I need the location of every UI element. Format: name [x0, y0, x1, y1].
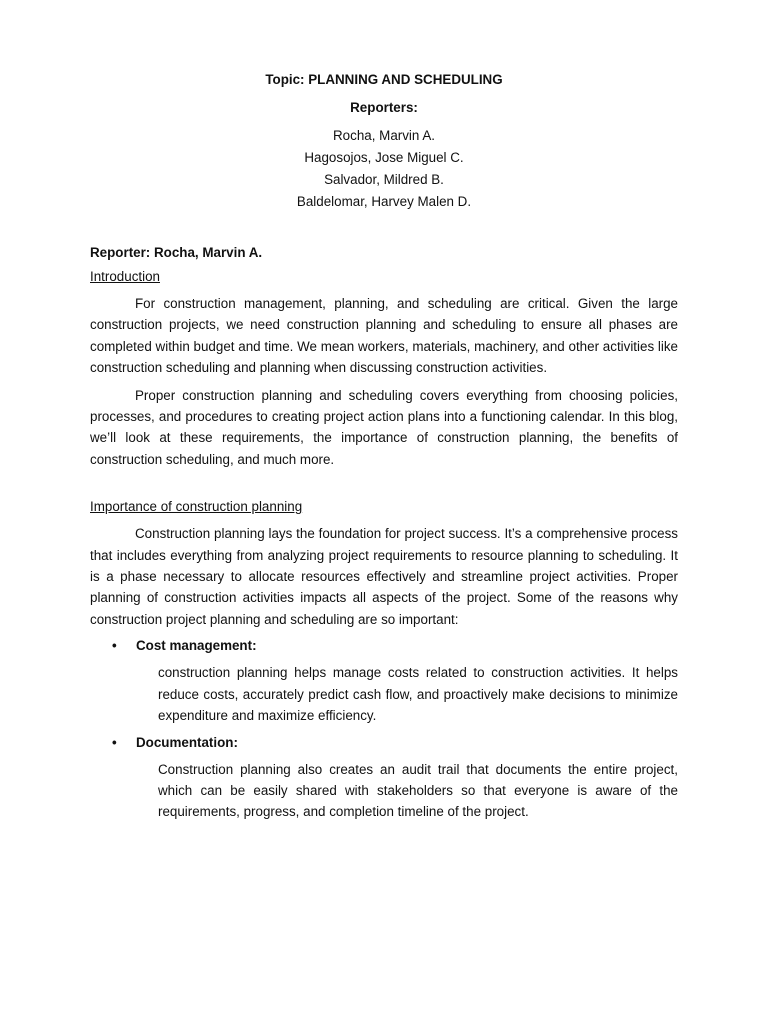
bullet-body: construction planning helps manage costs related to construction activities. It helps reduce costs, accurately predict cash flow, and proactively make decisions to minimize expenditure and maximize efficiency. [158, 665, 678, 724]
reporter-name: Rocha, Marvin A. [333, 128, 435, 143]
introduction-heading: Introduction [90, 269, 160, 284]
bullet-dot-icon: • [112, 734, 117, 750]
bullet-body: Construction planning also creates an audit trail that documents the entire project, which can be easily shared with stakeholders so that everyone is aware of the requirements, progress, and completion timeline of the project. [158, 761, 678, 820]
bullet-title-text: Cost management: [136, 638, 257, 654]
importance-paragraph: Construction planning lays the foundation for project success. It’s a comprehensive process that includes everything from analyzing project requirements to resource planning to scheduling. It is a phase necessary to allocate resources effectively and streamline project activities. Proper planning of construction activities impacts all aspects of the project. Some of the reasons why construction project planning and scheduling are so important: [90, 526, 678, 627]
bullet-dot-icon: • [112, 638, 117, 654]
document-title: Topic: PLANNING AND SCHEDULING [265, 72, 503, 87]
bullet-item-cost-management [90, 636, 678, 726]
bullet-title [90, 636, 678, 656]
reporter-name: Salvador, Mildred B. [324, 172, 444, 187]
bullet-item-documentation [90, 733, 678, 823]
document-header [90, 71, 678, 213]
reporter-name: Baldelomar, Harvey Malen D. [296, 194, 472, 209]
introduction-paragraph: For construction management, planning, and scheduling are critical. Given the large construction projects, we need construction planning and scheduling to ensure all phases are completed within budget and time. We mean workers, materials, machinery, and other activities like construction scheduling and planning when discussing construction activities. [90, 296, 678, 376]
bullet-title-text: Documentation: [136, 734, 238, 750]
current-reporter: Reporter: Rocha, Marvin A. [90, 245, 263, 260]
bullet-title [90, 733, 678, 753]
reporter-name: Hagosojos, Jose Miguel C. [304, 150, 464, 165]
introduction-paragraph: Proper construction planning and scheduling covers everything from choosing policies, processes, and procedures to creating project action plans into a functioning calendar. In this blog, we’ll look at these requirements, the importance of construction planning, the benefits of construction scheduling, and much more. [90, 387, 678, 467]
reporters-heading: Reporters: [350, 100, 418, 115]
reporters-list [90, 125, 678, 213]
importance-heading: Importance of construction planning [90, 499, 303, 515]
